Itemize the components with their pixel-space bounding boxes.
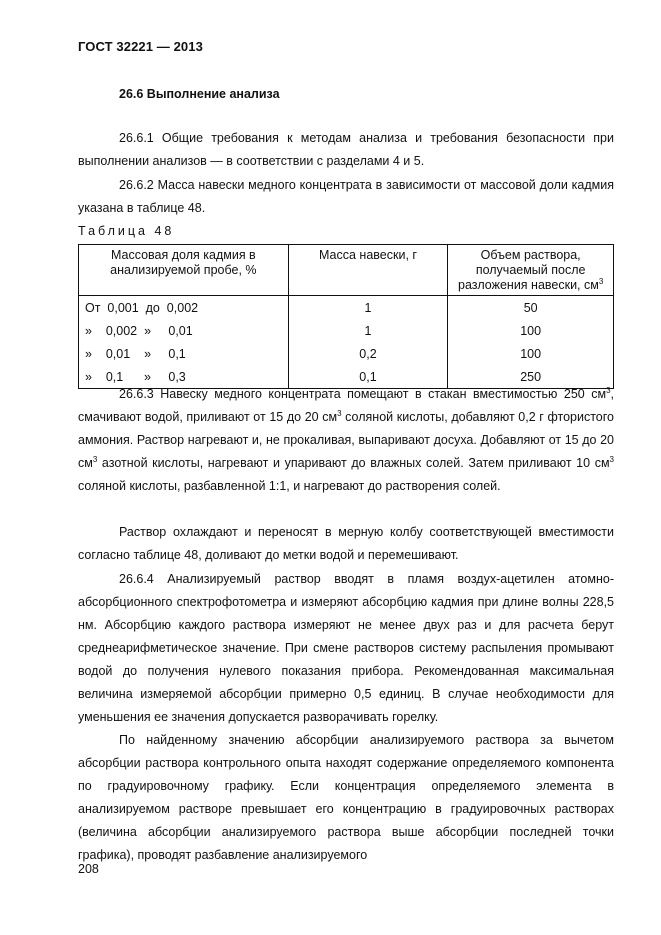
header-solution-volume	[448, 245, 614, 296]
paragraph-text: По найденному значению абсорбции анализируемого раствора за вычетом абсорбции раствора контрольного опыта находят содержание определяемого компонента по градуировочному графику. Если концентрация определяемого элемента в анализируемом растворе превышает его концентрацию в градуировочных растворах (величина абсорбции анализируемого раствора выше абсорбции последней точки графика), проводят разбавление анализируемого	[78, 733, 614, 862]
cell-mass: 0,1	[288, 365, 448, 389]
cell-volume: 100	[448, 319, 614, 342]
paragraph-text: , смачивают водой, приливают от 15 до 20 см	[78, 387, 614, 424]
paragraph-26-6-1	[78, 127, 614, 173]
cell-volume: 250	[448, 365, 614, 389]
paragraph-text: 26.6.1 Общие требования к методам анализа и требования безопасности при выполнении анализов — в соответствии с разделами 4 и 5.	[78, 131, 614, 168]
paragraph-26-6-3	[78, 383, 614, 498]
table-48	[78, 244, 614, 389]
paragraph-text: азотной кислоты, нагревают и упаривают до влажных солей. Затем приливают 10 см	[97, 456, 610, 470]
header-sample-mass: Масса навески, г	[288, 245, 448, 296]
cell-mass: 0,2	[288, 342, 448, 365]
cell-volume: 50	[448, 296, 614, 320]
page-number: 208	[78, 862, 99, 876]
table-header-row	[79, 245, 614, 296]
table-row	[79, 342, 614, 365]
cell-mass: 1	[288, 296, 448, 320]
paragraph-26-6-2	[78, 174, 614, 220]
paragraph-text: соляной кислоты, добавляют 0,2 г фтористого аммония. Раствор нагревают и, не прокаливая, выпаривают досуха. Добавляют от 15 до 20 см	[78, 410, 614, 470]
paragraph-text: 26.6.2 Масса навески медного концентрата в зависимости от массовой доли кадмия указана в таблице 48.	[78, 178, 614, 215]
section-title: 26.6 Выполнение анализа	[119, 87, 280, 101]
table-row	[79, 296, 614, 320]
table-caption: Таблица 48	[78, 224, 175, 238]
superscript-3: 3	[609, 454, 614, 464]
cell-volume: 100	[448, 342, 614, 365]
paragraph-absorbance-result	[78, 729, 614, 867]
cell-mass: 1	[288, 319, 448, 342]
paragraph-cooling	[78, 521, 614, 567]
superscript-3: 3	[598, 276, 604, 286]
header-cadmium-fraction: Массовая доля кадмия в анализируемой пробе, %	[79, 245, 289, 296]
cell-range: » 0,1 » 0,3	[79, 365, 289, 389]
paragraph-26-6-4	[78, 568, 614, 729]
superscript-3: 3	[606, 385, 611, 395]
document-header: ГОСТ 32221 — 2013	[78, 39, 203, 54]
header-text: Объем раствора, получаемый после разложения навески, см	[458, 248, 599, 292]
superscript-3: 3	[92, 454, 98, 464]
paragraph-text: соляной кислоты, разбавленной 1:1, и нагревают до растворения солей.	[78, 479, 501, 493]
paragraph-text: 26.6.3 Навеску медного концентрата помещают в стакан вместимостью 250 см	[119, 387, 607, 401]
cell-range: От 0,001 до 0,002	[79, 296, 289, 320]
paragraph-text: Раствор охлаждают и переносят в мерную колбу соответствующей вместимости согласно таблице 48, доливают до метки водой и перемешивают.	[78, 525, 614, 562]
cell-range: » 0,01 » 0,1	[79, 342, 289, 365]
table-row	[79, 319, 614, 342]
cell-range: » 0,002 » 0,01	[79, 319, 289, 342]
paragraph-text: 26.6.4 Анализируемый раствор вводят в пламя воздух-ацетилен атомно-абсорбционного спектрофотометра и измеряют абсорбцию кадмия при длине волны 228,5 нм. Абсорбцию каждого раствора измеряют не менее двух раз и для расчета берут среднеарифметическое значение. При смене растворов систему распыления промывают водой до получения нулевого показания прибора. Рекомендованная максимальная величина измеряемой абсорбции примерно 0,5 единиц. В случае необходимости для уменьшения ее значения допускается разворачивать горелку.	[78, 572, 614, 724]
superscript-3: 3	[337, 408, 342, 418]
